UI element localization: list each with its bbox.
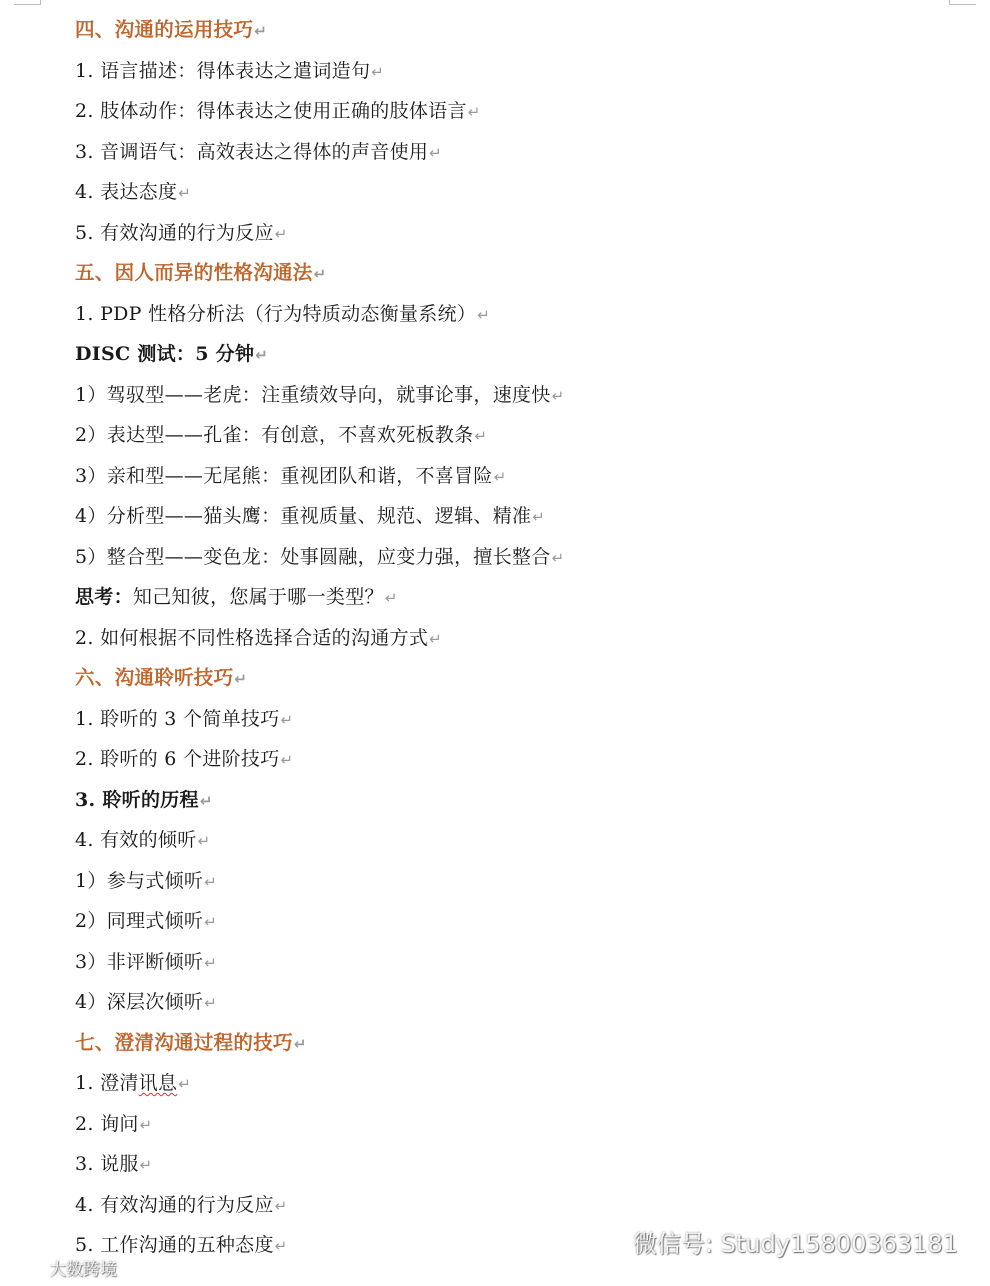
paragraph-return-icon: ↵ — [280, 751, 294, 769]
paragraph-return-icon: ↵ — [474, 427, 488, 445]
paragraph-line — [75, 213, 970, 254]
paragraph-line — [75, 456, 970, 497]
paragraph-return-icon: ↵ — [551, 386, 565, 405]
paragraph-return-icon: ↵ — [532, 508, 546, 526]
paragraph-return-icon: ↵ — [429, 143, 443, 162]
line-text: 3）亲和型——无尾熊：重视团队和谐，不喜冒险 — [75, 464, 493, 487]
brand-logo-icon — [8, 1257, 46, 1279]
paragraph-line — [75, 942, 970, 983]
line-text: 六、沟通聆听技巧 — [75, 666, 234, 689]
line-text: 1）参与式倾听 — [75, 869, 204, 892]
paragraph-return-icon: ↵ — [197, 832, 211, 850]
line-text: 4）分析型——猫头鹰：重视质量、规范、逻辑、精准 — [75, 505, 532, 527]
paragraph-line — [75, 172, 970, 213]
line-text: DISC 测试：5 分钟 — [75, 343, 255, 365]
line-text: 5）整合型——变色龙：处事圆融，应变力强，擅长整合 — [75, 545, 551, 568]
wechat-watermark-text: 微信号: Study15800363181 — [633, 1230, 958, 1258]
brand-watermark — [8, 1255, 117, 1280]
paragraph-line — [75, 496, 970, 537]
section-heading — [75, 658, 970, 699]
section-heading — [75, 253, 970, 294]
paragraph-line — [75, 577, 970, 618]
paragraph-return-icon: ↵ — [467, 103, 481, 121]
line-text: 七、澄清沟通过程的技巧 — [75, 1030, 293, 1054]
line-text: 2. 聆听的 6 个进阶技巧 — [75, 748, 280, 770]
paragraph-line — [75, 1144, 970, 1185]
paragraph-line — [75, 294, 970, 335]
paragraph-line — [75, 901, 970, 942]
line-text: 2）表达型——孔雀：有创意，不喜欢死板教条 — [75, 424, 474, 446]
line-text: 3. 说服 — [75, 1153, 139, 1175]
line-text: 2）同理式倾听 — [75, 910, 204, 932]
paragraph-return-icon: ↵ — [493, 467, 507, 486]
wechat-watermark — [593, 1224, 958, 1259]
line-text: 2. 肢体动作：得体表达之使用正确的肢体语言 — [75, 100, 467, 122]
brand-watermark-text: 大数跨境 — [49, 1260, 117, 1280]
line-text: 1）驾驭型——老虎：注重绩效导向，就事论事，速度快 — [75, 383, 551, 406]
line-text: 1. PDP 性格分析法（行为特质动态衡量系统） — [75, 302, 477, 325]
paragraph-line — [75, 1104, 970, 1145]
paragraph-return-icon: ↵ — [178, 184, 192, 202]
paragraph-return-icon: ↵ — [255, 346, 269, 364]
paragraph-return-icon: ↵ — [199, 791, 213, 810]
paragraph-line — [75, 334, 970, 375]
paragraph-line — [75, 132, 970, 173]
section-heading — [75, 1023, 970, 1064]
line-text: 1. 澄清 — [75, 1072, 139, 1094]
paragraph-return-icon: ↵ — [293, 1034, 307, 1053]
paragraph-return-icon: ↵ — [139, 1115, 153, 1134]
paragraph-return-icon: ↵ — [313, 265, 327, 283]
paragraph-return-icon: ↵ — [204, 913, 218, 931]
paragraph-line — [75, 820, 970, 861]
paragraph-line — [75, 699, 970, 740]
paragraph-line — [75, 1185, 970, 1226]
paragraph-return-icon: ↵ — [274, 224, 288, 243]
paragraph-return-icon: ↵ — [234, 670, 248, 688]
paragraph-line — [75, 51, 970, 92]
wechat-icon — [593, 1228, 627, 1256]
paragraph-line — [75, 861, 970, 902]
paragraph-line — [75, 739, 970, 780]
line-text: 3）非评断倾听 — [75, 950, 204, 973]
paragraph-return-icon: ↵ — [429, 629, 443, 648]
paragraph-line — [75, 415, 970, 456]
line-text: 4. 表达态度 — [75, 181, 178, 203]
paragraph-return-icon: ↵ — [280, 710, 294, 729]
document-body — [75, 10, 970, 1266]
section-heading — [75, 10, 970, 51]
line-text: 知己知彼，您属于哪一类型？ — [132, 586, 384, 608]
line-text: 4. 有效沟通的行为反应 — [75, 1193, 274, 1216]
line-text: 3. 音调语气：高效表达之得体的声音使用 — [75, 140, 429, 163]
page-corner-mark-right — [949, 0, 976, 5]
line-label: 思考： — [75, 586, 133, 608]
paragraph-return-icon: ↵ — [139, 1156, 153, 1174]
line-text: 3. 聆听的历程 — [75, 788, 199, 811]
line-text: 5. 工作沟通的五种态度 — [75, 1234, 274, 1256]
line-text: 1. 语言描述：得体表达之遣词造句 — [75, 59, 371, 82]
paragraph-line — [75, 537, 970, 578]
line-text: 4. 有效的倾听 — [75, 829, 197, 851]
paragraph-line — [75, 375, 970, 416]
paragraph-return-icon: ↵ — [551, 548, 565, 567]
line-text: 四、沟通的运用技巧 — [75, 18, 254, 41]
paragraph-return-icon: ↵ — [178, 1075, 192, 1093]
line-text: 5. 有效沟通的行为反应 — [75, 221, 274, 244]
paragraph-return-icon: ↵ — [204, 953, 218, 972]
paragraph-line — [75, 618, 970, 659]
paragraph-return-icon: ↵ — [274, 1196, 288, 1215]
paragraph-return-icon: ↵ — [477, 305, 491, 324]
line-text: 4）深层次倾听 — [75, 991, 204, 1013]
paragraph-line — [75, 982, 970, 1023]
spellcheck-flagged-word: 讯息 — [138, 1072, 178, 1094]
paragraph-return-icon: ↵ — [371, 62, 385, 81]
paragraph-return-icon: ↵ — [204, 994, 218, 1012]
line-text: 2. 如何根据不同性格选择合适的沟通方式 — [75, 626, 429, 649]
paragraph-return-icon: ↵ — [274, 1237, 288, 1255]
line-text: 五、因人而异的性格沟通法 — [75, 261, 313, 284]
paragraph-line — [75, 91, 970, 132]
line-text: 2. 询问 — [75, 1112, 139, 1135]
page-corner-mark-left — [14, 0, 41, 5]
line-text: 1. 聆听的 3 个简单技巧 — [75, 707, 280, 730]
paragraph-return-icon: ↵ — [204, 872, 218, 891]
paragraph-line — [75, 780, 970, 821]
paragraph-line — [75, 1063, 970, 1104]
paragraph-return-icon: ↵ — [384, 589, 398, 607]
paragraph-return-icon: ↵ — [254, 22, 268, 40]
